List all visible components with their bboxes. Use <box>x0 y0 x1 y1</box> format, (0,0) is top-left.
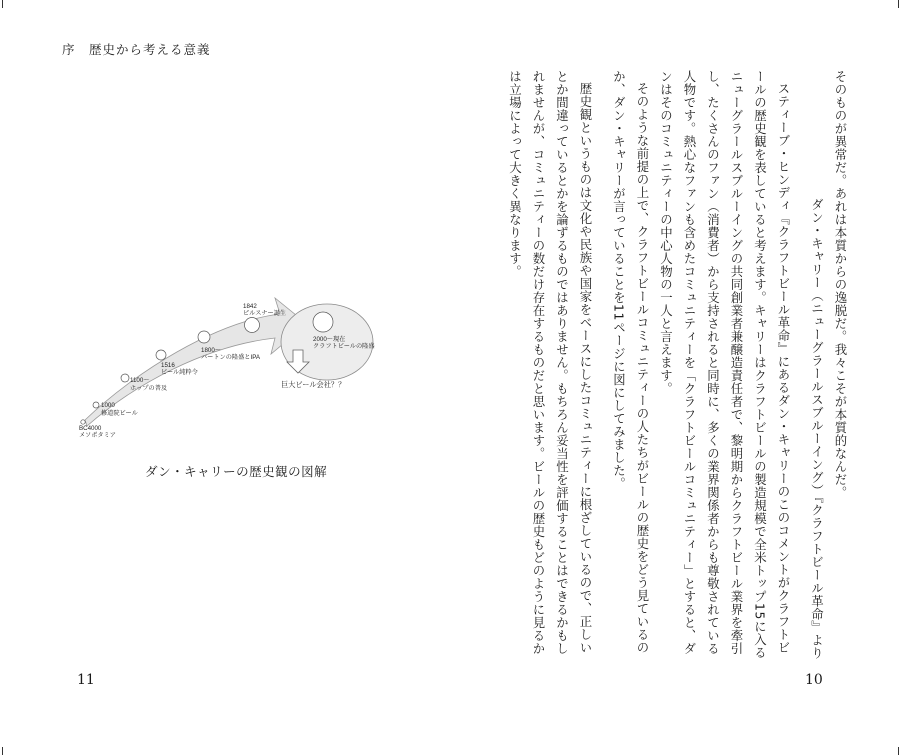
milestone-label: ビール純粋令 <box>161 369 198 376</box>
paragraph-continuation: そのものが異常だ。あれは本質からの逸脱だ。我々こそが本質的なんだ。 <box>833 70 848 499</box>
crop-mark <box>2 747 3 755</box>
milestone-dot <box>245 318 260 333</box>
milestone-year: 1842 <box>243 303 257 310</box>
milestone-dot <box>93 402 99 408</box>
body-text <box>503 70 852 660</box>
milestone-dot <box>198 331 210 343</box>
crop-mark <box>898 747 899 755</box>
history-diagram <box>75 292 375 442</box>
future-label: 巨大ビール会社？？ <box>281 380 346 389</box>
milestone-label: クラフトビールの隆盛 <box>313 343 375 350</box>
milestone-year: 1100〜 <box>130 377 150 384</box>
milestone-label: ピルスナー誕生 <box>243 310 287 317</box>
milestone-label: バートンの隆盛とIPA <box>201 354 261 361</box>
history-arrow-band <box>85 298 307 426</box>
milestone-label: 修道院ビール <box>101 410 138 417</box>
quote-source: ダン・キャリー（ニューグラールスブルーイング）『クラフトビール革命』より <box>809 198 825 660</box>
milestone-label: ホップの普及 <box>130 385 168 392</box>
milestone-dot <box>313 312 333 332</box>
milestone-label: メソポタミア <box>79 432 116 439</box>
paragraph: スティーブ・ヒンディ『クラフトビール革命』にあるダン・キャリーのこのコメントがクラフトビールの歴史観を表していると考えます。キャリーはクラフトビールの製造規模で全米トップ15に入るニューグラールスブルーイングの共同創業者兼醸造責任者で、黎明期からクラフトビール業界を牽引し、たくさんのファン（消費者）から支持されると同時に、多くの業界関係者からも尊敬されている人物です。熱心なファンも含めたコミュニティーを「クラフトビールコミュニティー」とすると、ダンはそのコミュニティーの中心人物の一人と言えます。 <box>658 70 791 659</box>
milestone-year: BC4000 <box>79 425 102 432</box>
milestone-dot <box>81 420 85 424</box>
crop-mark <box>898 0 899 8</box>
milestone-year: 1800〜 <box>201 347 221 354</box>
right-page <box>450 0 900 755</box>
figure-caption: ダン・キャリーの歴史観の図解 <box>145 464 328 479</box>
milestone-year: 2000〜現在 <box>313 336 346 343</box>
running-head: 序 歴史から考える意義 <box>62 42 211 57</box>
crop-mark <box>2 0 3 8</box>
milestone-year: 1516 <box>161 362 175 369</box>
page-number: 10 <box>805 672 823 688</box>
paragraph: そのような前提の上で、クラフトビールコミュニティーの人たちがビールの歴史をどう見ているのか、ダン・キャリーが言っていることを11ページに図にしてみました。 <box>611 70 650 655</box>
milestone-dot <box>156 350 166 360</box>
page-number: 11 <box>77 672 95 688</box>
milestone-year: 1000 <box>101 402 115 409</box>
paragraph: 歴史観というものは文化や民族や国家をベースにしたコミュニティーに根ざしているので、正しいとか間違っているとかを論ずるものではありません。もちろん妥当性を評価することはできるかもしれませんが、コミュニティーの数だけ存在するものだと思います。ビールの歴史もどのように見るかは立場によって大きく異なります。 <box>507 70 593 655</box>
milestone-dot <box>121 374 129 382</box>
